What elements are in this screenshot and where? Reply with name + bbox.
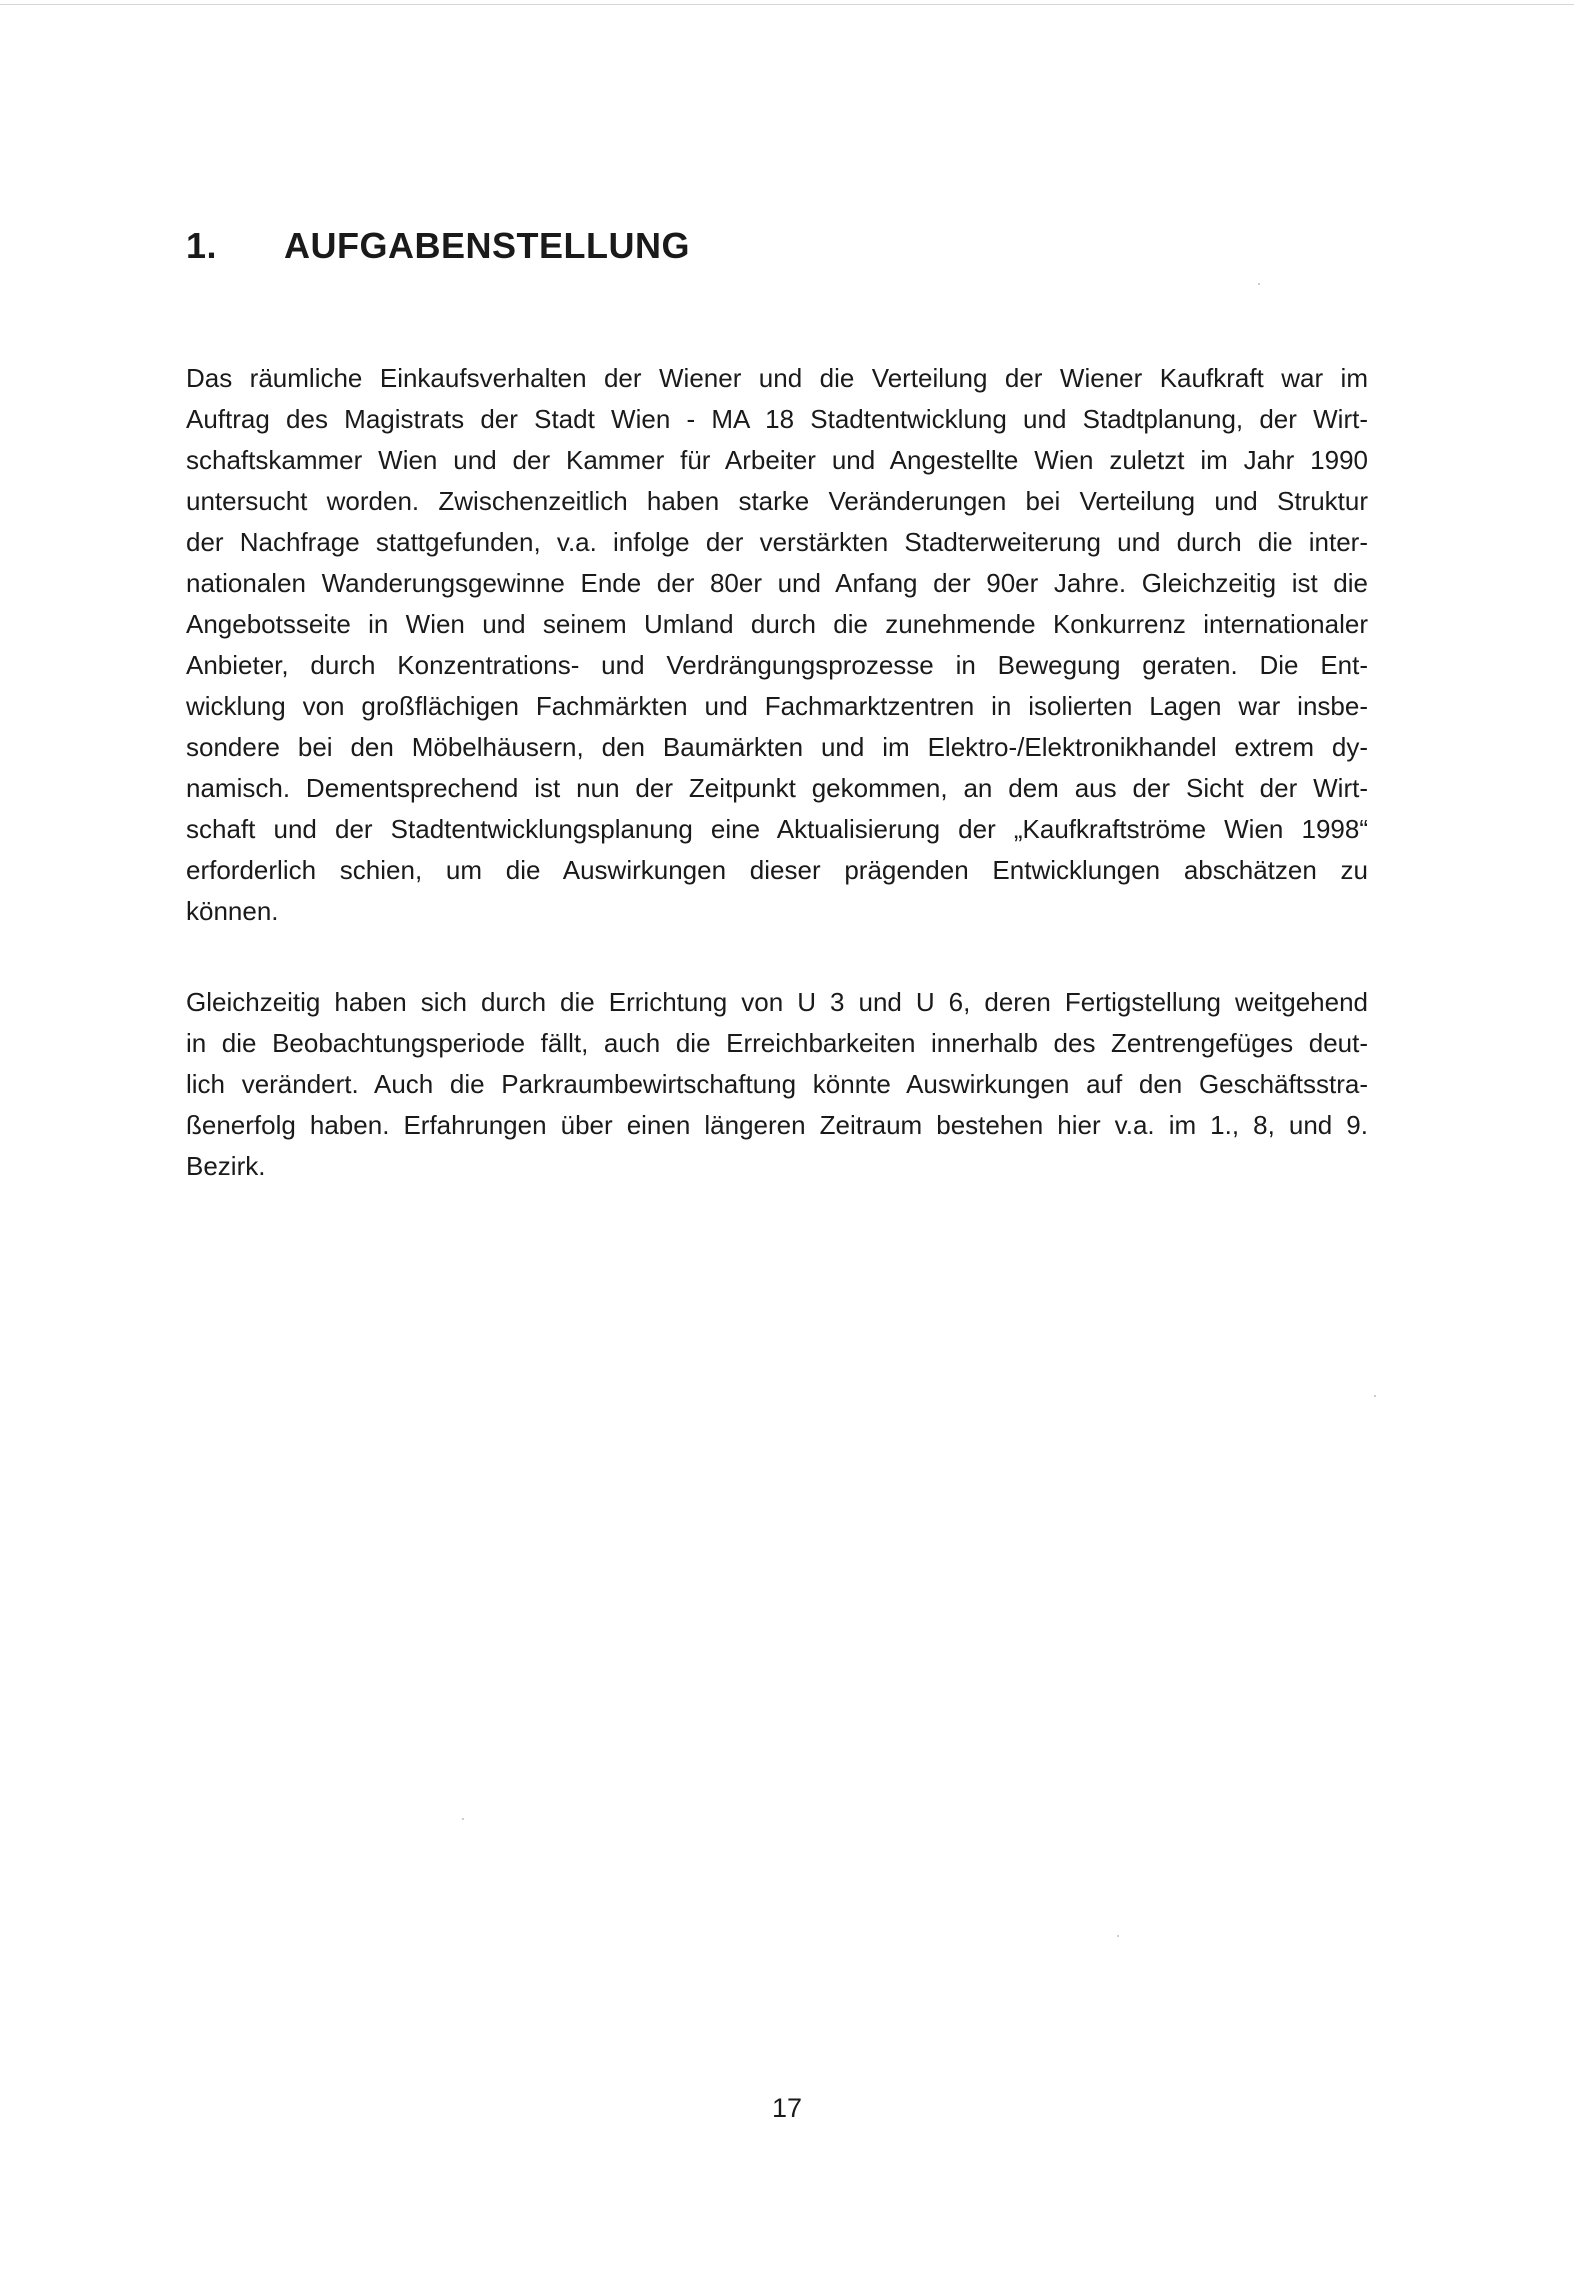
- paragraph-line: Angebotsseite in Wien und seinem Umland durch die zunehmende Konkurrenz internationaler: [186, 609, 1368, 639]
- paragraph-line: schaftskammer Wien und der Kammer für Arbeiter und Angestellte Wien zuletzt im Jahr 1990: [186, 445, 1368, 475]
- paragraph-line: in die Beobachtungsperiode fällt, auch die Erreichbarkeiten innerhalb des Zentrengefüges deut-: [186, 1028, 1368, 1058]
- paragraph-line: Anbieter, durch Konzentrations- und Verdrängungsprozesse in Bewegung geraten. Die Ent-: [186, 650, 1368, 680]
- paragraph-line: Das räumliche Einkaufsverhalten der Wiener und die Verteilung der Wiener Kaufkraft war im: [186, 363, 1368, 393]
- paragraph-line: der Nachfrage stattgefunden, v.a. infolge der verstärkten Stadterweiterung und durch die inter-: [186, 527, 1368, 557]
- section-number: 1.: [186, 225, 218, 266]
- scan-speck: [462, 1818, 464, 1820]
- paragraph-line: lich verändert. Auch die Parkraumbewirtschaftung könnte Auswirkungen auf den Geschäftsstra-: [186, 1069, 1368, 1099]
- paragraph-line: können.: [186, 896, 279, 926]
- section-heading: [186, 225, 690, 266]
- scan-speck: [1258, 283, 1260, 285]
- scan-speck: [1374, 1395, 1376, 1397]
- paragraph-line: sondere bei den Möbelhäusern, den Baumärkten und im Elektro-/Elektronikhandel extrem dy-: [186, 732, 1368, 762]
- section-title: AUFGABENSTELLUNG: [284, 225, 690, 266]
- paragraph-line: Auftrag des Magistrats der Stadt Wien - MA 18 Stadtentwicklung und Stadtplanung, der Wirt-: [186, 404, 1368, 434]
- paragraph-line: ßenerfolg haben. Erfahrungen über einen längeren Zeitraum bestehen hier v.a. im 1., 8, und 9.: [186, 1110, 1368, 1140]
- paragraph-intro: [186, 358, 1368, 932]
- paragraph-line: wicklung von großflächigen Fachmärkten und Fachmarktzentren in isolierten Lagen war insbe-: [186, 691, 1368, 721]
- page-number: 17: [771, 2093, 803, 2123]
- paragraph-line: nationalen Wanderungsgewinne Ende der 80er und Anfang der 90er Jahre. Gleichzeitig ist die: [186, 568, 1368, 598]
- paragraph-transport: [186, 982, 1368, 1187]
- paragraph-line: schaft und der Stadtentwicklungsplanung eine Aktualisierung der „Kaufkraftströme Wien 1998“: [186, 814, 1368, 844]
- paragraph-line: Gleichzeitig haben sich durch die Errichtung von U 3 und U 6, deren Fertigstellung weitgehend: [186, 987, 1368, 1017]
- paragraph-line: namisch. Dementsprechend ist nun der Zeitpunkt gekommen, an dem aus der Sicht der Wirt-: [186, 773, 1368, 803]
- scan-speck: [1117, 1935, 1119, 1937]
- paragraph-line: Bezirk.: [186, 1151, 266, 1181]
- paragraph-line: untersucht worden. Zwischenzeitlich haben starke Veränderungen bei Verteilung und Struktur: [186, 486, 1368, 516]
- paragraph-line: erforderlich schien, um die Auswirkungen dieser prägenden Entwicklungen abschätzen zu: [186, 855, 1368, 885]
- page-top-edge-rule: [0, 4, 1574, 5]
